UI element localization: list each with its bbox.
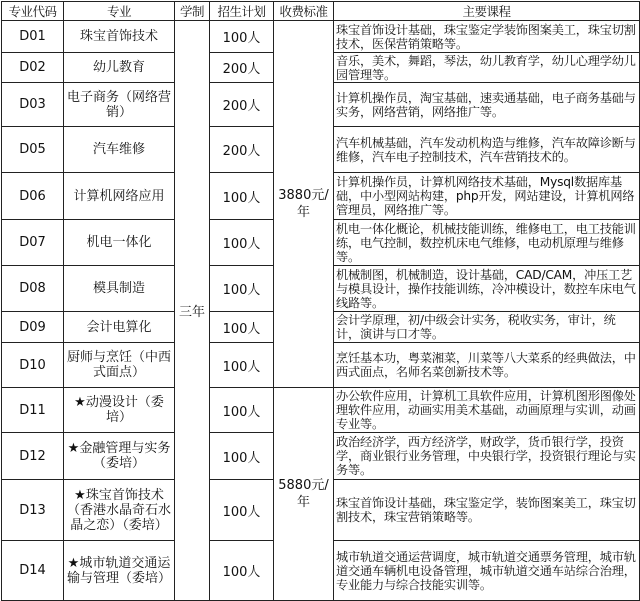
duration-cell: 三年: [175, 21, 210, 601]
plan-cell: 100人: [210, 220, 274, 266]
header-major: 专业: [64, 2, 175, 21]
major-name: 珠宝首饰技术: [64, 21, 175, 53]
major-code: D01: [2, 21, 64, 53]
major-name: 计算机网络应用: [64, 173, 175, 220]
major-code: D10: [2, 343, 64, 388]
major-name: 厨师与烹饪（中西式面点）: [64, 343, 175, 388]
plan-cell: 100人: [210, 21, 274, 53]
major-code: D12: [2, 433, 64, 480]
table-row: [2, 388, 640, 433]
major-name: 模具制造: [64, 266, 175, 312]
plan-cell: 200人: [210, 127, 274, 173]
courses-cell: 计算机操作员，淘宝基础，速卖通基础，电子商务基础与实务，网络营销，网络推广等。: [334, 83, 640, 127]
major-name: 汽车维修: [64, 127, 175, 173]
header-courses: 主要课程: [334, 2, 640, 21]
plan-cell: 100人: [210, 388, 274, 433]
major-name: ★城市轨道交通运输与管理（委培）: [64, 541, 175, 601]
fee-premium-cell: 5880元/年: [274, 388, 334, 601]
courses-cell: 政治经济学，西方经济学，财政学，货币银行学，投资学，商业银行业务管理，中央银行学，投资银行理论与实务等。: [334, 433, 640, 480]
major-name: ★珠宝首饰技术（香港水晶奇石水晶之恋）（委培）: [64, 480, 175, 541]
courses-cell: 珠宝首饰设计基础，珠宝鉴定学，装饰图案美工，珠宝切割技术，珠宝营销策略等。: [334, 480, 640, 541]
major-name: 幼儿教育: [64, 53, 175, 83]
major-code: D07: [2, 220, 64, 266]
major-code: D13: [2, 480, 64, 541]
major-name: 机电一体化: [64, 220, 175, 266]
majors-table: [1, 1, 640, 601]
plan-cell: 100人: [210, 541, 274, 601]
header-row: [2, 2, 640, 21]
major-code: D02: [2, 53, 64, 83]
plan-cell: 100人: [210, 266, 274, 312]
courses-cell: 汽车机械基础，汽车发动机构造与维修，汽车故障诊断与维修，汽车电子控制技术，汽车营销技术的。: [334, 127, 640, 173]
major-name: 电子商务（网络营销）: [64, 83, 175, 127]
courses-cell: 计算机操作员，计算机网络技术基础，Mysql数据库基础，中小型网站构建，php开发，网站建设，计算机网络管理员，网络推广等。: [334, 173, 640, 220]
courses-cell: 城市轨道交通运营调度，城市轨道交通票务管理，城市轨道交通车辆机电设备管理，城市轨道交通车站综合治理，专业能力与综合技能实训等。: [334, 541, 640, 601]
plan-cell: 200人: [210, 83, 274, 127]
courses-cell: 烹饪基本功，粤菜湘菜，川菜等八大菜系的经典做法，中西式面点，名师名菜创新技术等。: [334, 343, 640, 388]
plan-cell: 100人: [210, 312, 274, 343]
courses-cell: 机电一体化概论，机械技能训练，维修电工，电工技能训练，电气控制，数控机床电气维修，电动机原理与维修等。: [334, 220, 640, 266]
major-code: D14: [2, 541, 64, 601]
major-code: D08: [2, 266, 64, 312]
plan-cell: 200人: [210, 53, 274, 83]
plan-cell: 100人: [210, 173, 274, 220]
courses-cell: 音乐，美术，舞蹈，琴法，幼儿教育学，幼儿心理学幼儿园管理等。: [334, 53, 640, 83]
major-code: D06: [2, 173, 64, 220]
header-code: 专业代码: [2, 2, 64, 21]
major-code: D03: [2, 83, 64, 127]
plan-cell: 100人: [210, 343, 274, 388]
major-name: ★金融管理与实务（委培）: [64, 433, 175, 480]
header-fee: 收费标准: [274, 2, 334, 21]
header-plan: 招生计划: [210, 2, 274, 21]
plan-cell: 100人: [210, 480, 274, 541]
courses-cell: 会计学原理，初/中级会计实务，税收实务，审计，统计，演讲与口才等。: [334, 312, 640, 343]
plan-cell: 100人: [210, 433, 274, 480]
major-name: ★动漫设计（委培）: [64, 388, 175, 433]
courses-cell: 机械制图，机械制造，设计基础，CAD/CAM，冲压工艺与模具设计，操作技能训练，冷冲模设计，数控车床电气线路等。: [334, 266, 640, 312]
fee-standard-cell: 3880元/年: [274, 21, 334, 388]
header-duration: 学制: [175, 2, 210, 21]
courses-cell: 珠宝首饰设计基础，珠宝鉴定学装饰图案美工，珠宝切割技术，医保营销策略等。: [334, 21, 640, 53]
major-code: D11: [2, 388, 64, 433]
courses-cell: 办公软件应用，计算机工具软件应用，计算机图形图像处理软件应用，动画实用美术基础，动画原理与实训，动画专业等。: [334, 388, 640, 433]
table-row: [2, 21, 640, 53]
major-code: D09: [2, 312, 64, 343]
major-code: D05: [2, 127, 64, 173]
major-name: 会计电算化: [64, 312, 175, 343]
